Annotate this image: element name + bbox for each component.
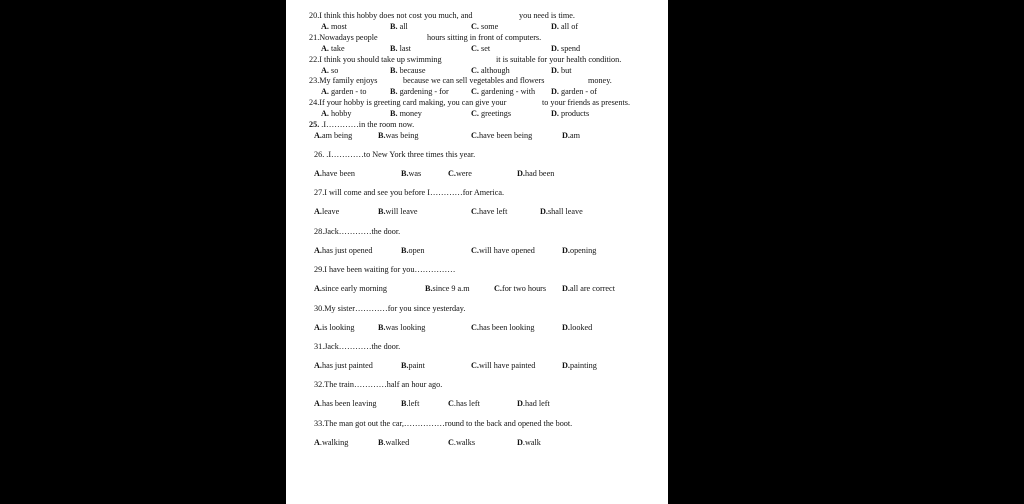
q24-option-d: D. products	[551, 109, 590, 118]
q27-option-b: B.will leave	[378, 207, 418, 216]
q33-option-b: B.walked	[378, 438, 410, 447]
q23-stem-end: money.	[588, 76, 612, 85]
q23-option-d: D. garden - of	[551, 87, 597, 96]
q22-stem-cont: it is suitable for your health condition.	[496, 55, 622, 64]
q26-option-d: D.had been	[517, 169, 555, 178]
q27-option-c: C.have left	[471, 207, 508, 216]
q22-stem: 22.I think you should take up swimming	[309, 55, 442, 64]
q20-stem: 20.I think this hobby does not cost you much, and	[309, 11, 473, 20]
q28-option-d: D.opening	[562, 246, 597, 255]
q28-option-b: B.open	[401, 246, 425, 255]
q23-stem: 23.My family enjoys	[309, 76, 378, 85]
q31-option-a: A.has just painted	[314, 361, 373, 370]
q21-stem-cont: hours sitting in front of computers.	[427, 33, 542, 42]
q33-option-c: C.walks	[448, 438, 476, 447]
q29-option-a: A.since early morning	[314, 284, 387, 293]
q23-option-b: B. gardening - for	[390, 87, 449, 96]
q30-option-a: A.is looking	[314, 323, 355, 332]
q22-option-a: A. so	[321, 66, 339, 75]
q24-option-a: A. hobby	[321, 109, 352, 118]
q32-option-d: D.had left	[517, 399, 550, 408]
q27-option-d: D.shall leave	[540, 207, 583, 216]
q26-option-c: C.were	[448, 169, 472, 178]
q32-option-c: C.has left	[448, 399, 480, 408]
q22-option-c: C. although	[471, 66, 510, 75]
q20-option-a: A. most	[321, 22, 347, 31]
q21-option-c: C. set	[471, 44, 491, 53]
q21-option-d: D. spend	[551, 44, 581, 53]
q20-option-b: B. all	[390, 22, 408, 31]
q26-option-a: A.have been	[314, 169, 355, 178]
q26-stem: 26. .I…………to New York three times this year.	[314, 150, 476, 159]
q23-option-c: C. gardening - with	[471, 87, 536, 96]
q20-option-c: C. some	[471, 22, 499, 31]
q21-stem: 21.Nowadays people	[309, 33, 378, 42]
q21-option-a: A. take	[321, 44, 345, 53]
q27-stem: 27.I will come and see you before I…………for America.	[314, 188, 505, 197]
q21-option-b: B. last	[390, 44, 411, 53]
q33-option-a: A.walking	[314, 438, 349, 447]
q25-option-c: C.have been being	[471, 131, 533, 140]
q29-option-c: C.for two hours	[494, 284, 547, 293]
document-page	[286, 0, 668, 504]
q28-stem: 28.Jack…………the door.	[314, 227, 401, 236]
q25-option-b: B.was being	[378, 131, 419, 140]
q25-option-a: A.am being	[314, 131, 353, 140]
q32-option-b: B.left	[401, 399, 420, 408]
q30-stem: 30.My sister…………for you since yesterday.	[314, 304, 466, 313]
q23-stem-cont: because we can sell vegetables and flowers	[403, 76, 545, 85]
q20-stem-cont: you need is time.	[519, 11, 575, 20]
q22-option-d: D. but	[551, 66, 572, 75]
q29-stem: 29.I have been waiting for you……………	[314, 265, 456, 274]
q28-option-a: A.has just opened	[314, 246, 373, 255]
q26-option-b: B.was	[401, 169, 422, 178]
q31-stem: 31.Jack…………the door.	[314, 342, 401, 351]
q32-option-a: A.has been leaving	[314, 399, 377, 408]
q27-option-a: A.leave	[314, 207, 340, 216]
q32-stem: 32.The train…………half an hour ago.	[314, 380, 443, 389]
q29-option-b: B.since 9 a.m	[425, 284, 470, 293]
q30-option-d: D.looked	[562, 323, 593, 332]
q23-option-a: A. garden - to	[321, 87, 367, 96]
q25-stem: 25. .I…………in the room now.	[309, 120, 415, 129]
q24-stem-cont: to your friends as presents.	[542, 98, 630, 107]
q31-option-c: C.will have painted	[471, 361, 536, 370]
q20-option-d: D. all of	[551, 22, 579, 31]
q30-option-c: C.has been looking	[471, 323, 535, 332]
q31-option-d: D.painting	[562, 361, 597, 370]
q22-option-b: B. because	[390, 66, 426, 75]
q25-option-d: D.am	[562, 131, 580, 140]
q29-option-d: D.all are correct	[562, 284, 615, 293]
q24-option-c: C. greetings	[471, 109, 512, 118]
q33-stem: 33.The man got out the car,……………round to the back and opened the boot.	[314, 419, 573, 428]
q28-option-c: C.will have opened	[471, 246, 535, 255]
q33-option-d: D.walk	[517, 438, 541, 447]
q30-option-b: B.was looking	[378, 323, 426, 332]
q24-stem: 24.If your hobby is greeting card making, you can give your	[309, 98, 507, 107]
q24-option-b: B. money	[390, 109, 422, 118]
q31-option-b: B.paint	[401, 361, 425, 370]
